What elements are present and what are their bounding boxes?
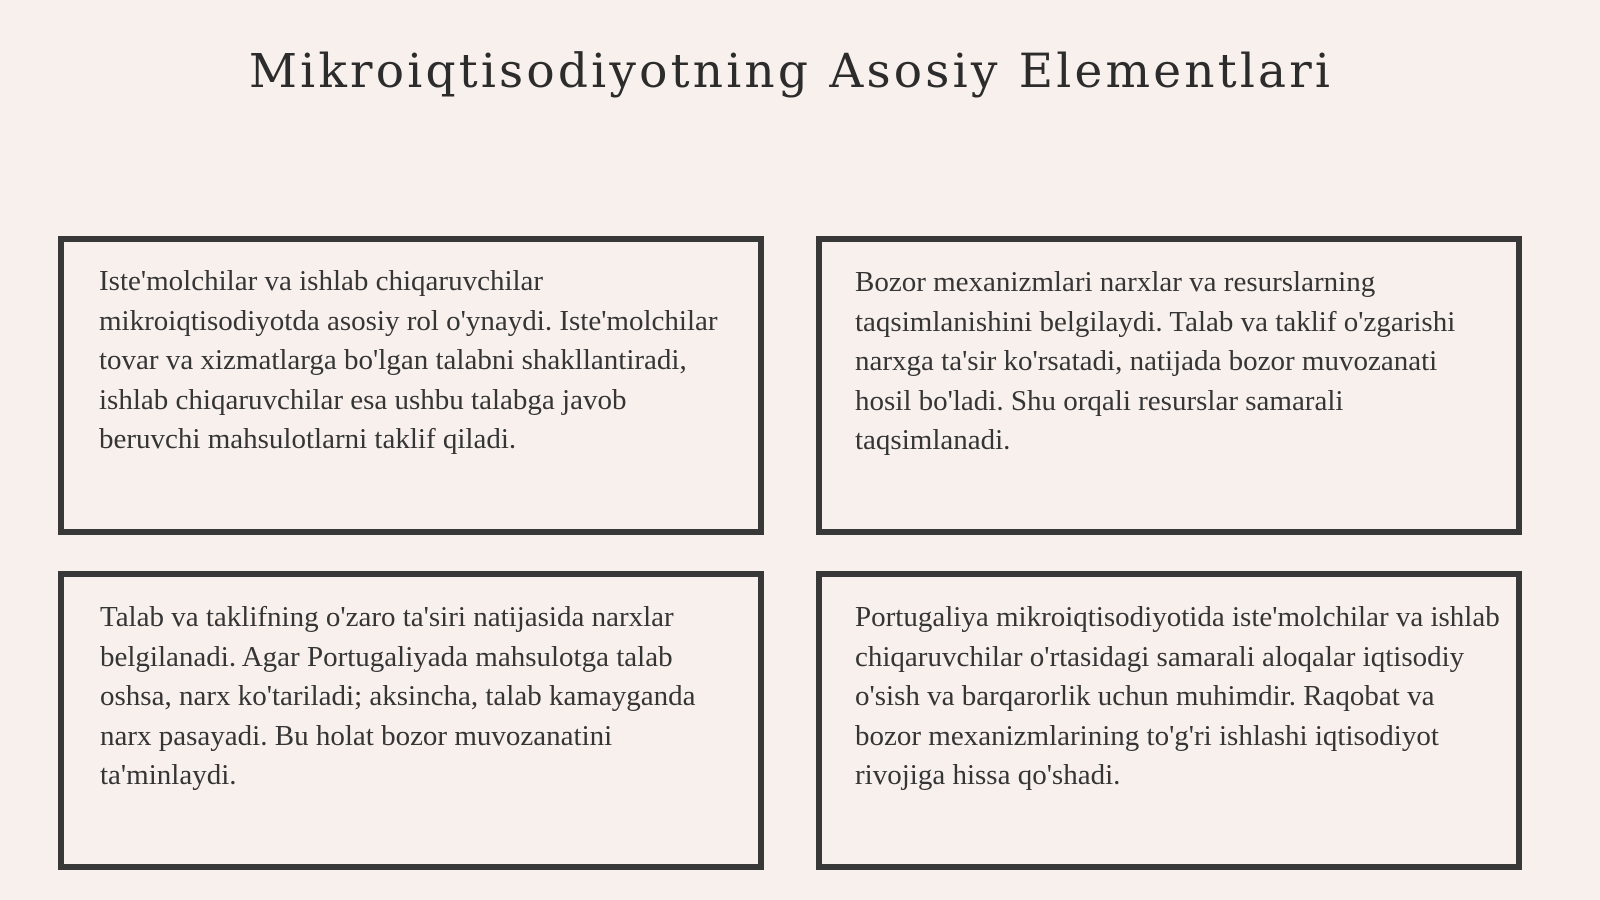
content-card-consumers-producers: [58, 236, 764, 535]
content-card-portugal-economy: [816, 571, 1522, 870]
card-text: Portugaliya mikroiqtisodiyotida iste'molchilar va ishlab chiqaruvchilar o'rtasidagi samarali aloqalar iqtisodiy o'sish va barqarorlik uchun muhimdir. Raqobat va bozor mexanizmlarining to'g'ri ishlashi iqtisodiyot rivojiga hissa qo'shadi.: [855, 601, 1500, 791]
slide-title: Mikroiqtisodiyotning Asosiy Elementlari: [248, 44, 1334, 99]
content-card-market-mechanisms: [816, 236, 1522, 535]
content-card-supply-demand: [58, 571, 764, 870]
card-text: Iste'molchilar va ishlab chiqaruvchilar mikroiqtisodiyotda asosiy rol o'ynaydi. Iste'molchilar tovar va xizmatlarga bo'lgan talabni shakllantiradi, ishlab chiqaruvchilar esa ushbu talabga javob beruvchi mahsulotlarni taklif qiladi.: [99, 265, 718, 455]
card-text: Talab va taklifning o'zaro ta'siri natijasida narxlar belgilanadi. Agar Portugaliyada mahsulotga talab oshsa, narx ko'tariladi; aksincha, talab kamayganda narx pasayadi. Bu holat bozor muvozanatini ta'minlaydi.: [100, 601, 696, 791]
card-text: Bozor mexanizmlari narxlar va resurslarning taqsimlanishini belgilaydi. Talab va taklif o'zgarishi narxga ta'sir ko'rsatadi, natijada bozor muvozanati hosil bo'ladi. Shu orqali resurslar samarali taqsimlanadi.: [855, 266, 1456, 456]
